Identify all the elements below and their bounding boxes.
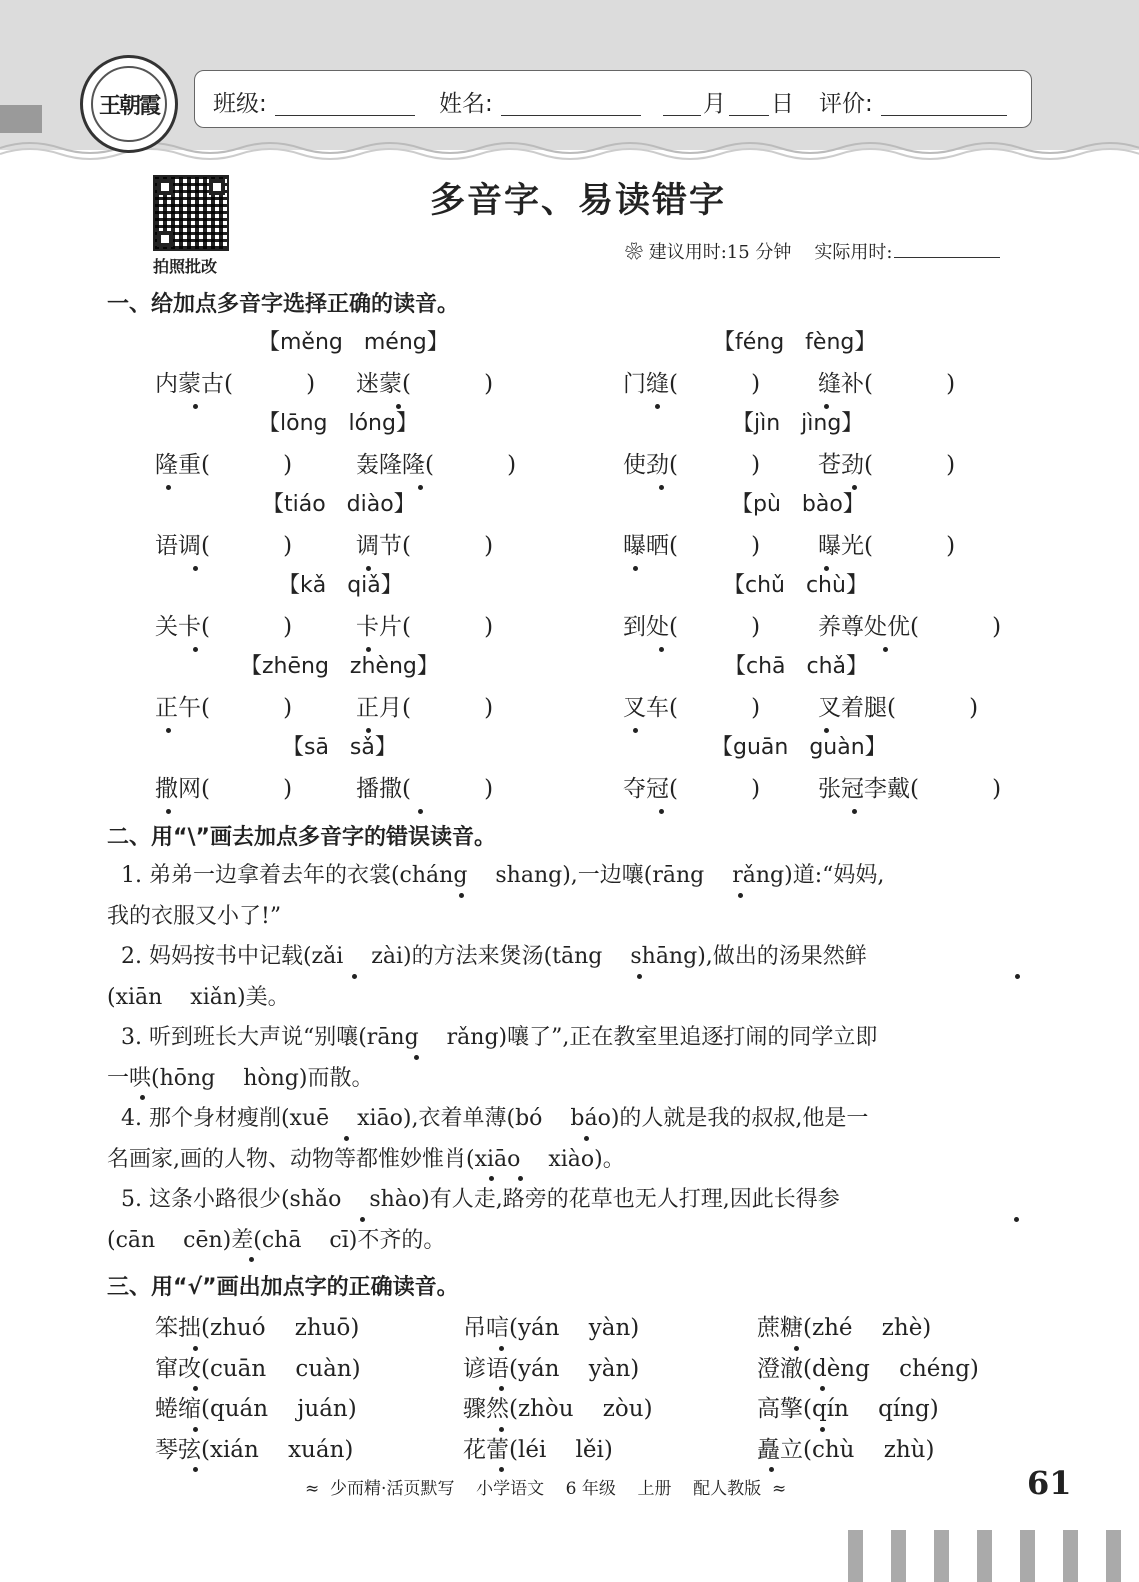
sentence-line[interactable]: (cān cēn)差(chā cī)不齐的。 (107, 1227, 446, 1253)
emphasis-dot (655, 404, 660, 409)
emphasis-dot (193, 1467, 198, 1472)
stripe-decoration (1063, 1530, 1078, 1582)
sentence-line[interactable]: 1. 弟弟一边拿着去年的衣裳(cháng shang),一边嚷(rāng rǎng)道:“妈妈, (107, 863, 885, 888)
word-choice[interactable]: 澄澈(dèng chéng) (757, 1355, 979, 1382)
emphasis-dot (366, 566, 371, 571)
emphasis-dot (140, 1095, 145, 1100)
pinyin-options: 【lōng lóng】 (258, 411, 418, 436)
emphasis-dot (360, 1217, 365, 1222)
suggested-time: 建议用时:15 分钟 (648, 242, 792, 263)
word-blank[interactable]: 关卡( ) (155, 614, 293, 640)
emphasis-dot (659, 485, 664, 490)
header-wave (0, 130, 1139, 170)
name-field[interactable] (501, 115, 641, 116)
emphasis-dot (1014, 1217, 1019, 1222)
word-blank[interactable]: 迷蒙( ) (356, 371, 494, 397)
stripe-decoration (934, 1530, 949, 1582)
pinyin-options: 【měng méng】 (258, 330, 449, 355)
emphasis-dot (193, 404, 198, 409)
emphasis-dot (418, 809, 423, 814)
actual-time-field[interactable] (894, 257, 1000, 258)
grade-label: 评价: (819, 91, 873, 117)
pinyin-options: 【pù bào】 (731, 492, 865, 517)
emphasis-dot (193, 647, 198, 652)
pinyin-options: 【chǔ chù】 (723, 573, 868, 598)
emphasis-dot (396, 404, 401, 409)
word-choice[interactable]: 笨拙(zhuó zhuō) (155, 1315, 360, 1341)
emphasis-dot (794, 1346, 799, 1351)
section3-heading: 三、用“√”画出加点字的正确读音。 (107, 1275, 459, 1300)
stripe-decoration (1106, 1530, 1121, 1582)
stripe-decoration (977, 1530, 992, 1582)
class-field[interactable] (275, 115, 415, 116)
pinyin-options: 【zhēng zhèng】 (240, 654, 439, 679)
word-blank[interactable]: 轰隆隆( ) (356, 452, 517, 478)
emphasis-dot (166, 485, 171, 490)
actual-time-label: 实际用时: (814, 242, 893, 263)
page-number: 61 (1027, 1464, 1072, 1502)
word-choice[interactable]: 高擎(qín qíng) (757, 1396, 939, 1422)
class-label: 班级: (213, 91, 267, 117)
timing-row (625, 238, 1000, 264)
brand-logo (80, 55, 178, 153)
emphasis-dot (193, 1427, 198, 1432)
word-blank[interactable]: 门缝( ) (623, 371, 761, 397)
emphasis-dot (518, 1176, 523, 1181)
emphasis-dot (166, 728, 171, 733)
month-label: 月 (703, 91, 726, 117)
student-info-box (194, 70, 1032, 128)
word-choice[interactable]: 蜷缩(quán juán) (155, 1396, 357, 1422)
word-choice[interactable]: 蔗糖(zhé zhè) (757, 1315, 932, 1341)
emphasis-dot (820, 1427, 825, 1432)
emphasis-dot (499, 1467, 504, 1472)
day-label: 日 (771, 91, 794, 117)
emphasis-dot (418, 485, 423, 490)
stripe-decoration (1020, 1530, 1035, 1582)
word-blank[interactable]: 叉车( ) (623, 695, 761, 721)
emphasis-dot (193, 1346, 198, 1351)
emphasis-dot (193, 566, 198, 571)
pinyin-options: 【tiáo diào】 (262, 492, 416, 517)
sentence-line[interactable]: 一哄(hōng hòng)而散。 (107, 1065, 374, 1091)
word-blank[interactable]: 夺冠( ) (623, 776, 761, 802)
word-choice[interactable]: 窜改(cuān cuàn) (155, 1355, 361, 1382)
emphasis-dot (366, 728, 371, 733)
emphasis-dot (659, 647, 664, 652)
sentence-line[interactable]: 2. 妈妈按书中记载(zǎi zài)的方法来煲汤(tāng shāng),做出的汤果然鲜 (107, 944, 867, 969)
word-blank[interactable]: 调节( ) (356, 533, 494, 559)
pinyin-options: 【chā chǎ】 (724, 654, 869, 679)
emphasis-dot (824, 404, 829, 409)
pinyin-options: 【guān guàn】 (711, 735, 887, 760)
word-blank[interactable]: 内蒙古( ) (155, 371, 316, 397)
emphasis-dot (499, 1346, 504, 1351)
emphasis-dot (852, 485, 857, 490)
word-blank[interactable]: 使劲( ) (623, 452, 761, 478)
stripe-decoration (848, 1530, 863, 1582)
emphasis-dot (820, 1386, 825, 1391)
emphasis-dot (637, 974, 642, 979)
word-choice[interactable]: 琴弦(xián xuán) (155, 1436, 354, 1463)
word-blank[interactable]: 正月( ) (356, 695, 494, 721)
clock-icon: ❀ (625, 242, 643, 263)
day-field[interactable] (729, 115, 769, 116)
emphasis-dot (193, 1386, 198, 1391)
word-choice[interactable]: 矗立(chù zhù) (757, 1436, 935, 1463)
sentence-line[interactable]: (xiān xiǎn)美。 (107, 984, 290, 1010)
month-field[interactable] (663, 115, 701, 116)
emphasis-dot (633, 566, 638, 571)
word-blank[interactable]: 叉着腿( ) (818, 695, 979, 721)
word-blank[interactable]: 曝光( ) (818, 533, 956, 559)
pinyin-options: 【sā sǎ】 (282, 735, 397, 760)
stripe-decoration (891, 1530, 906, 1582)
side-tab (0, 105, 42, 133)
emphasis-dot (738, 893, 743, 898)
footer-text: ≈ 少而精·活页默写 小学语文 6 年级 上册 配人教版 ≈ (305, 1479, 787, 1499)
word-blank[interactable]: 缝补( ) (818, 371, 956, 397)
word-blank[interactable]: 正午( ) (155, 695, 293, 721)
section1-heading: 一、给加点多音字选择正确的读音。 (107, 292, 460, 317)
word-blank[interactable]: 养尊处优( ) (818, 614, 1002, 640)
emphasis-dot (852, 809, 857, 814)
word-blank[interactable]: 隆重( ) (155, 452, 293, 478)
qr-code[interactable] (153, 175, 229, 251)
pinyin-options: 【jìn jìng】 (732, 411, 864, 436)
page-title: 多音字、易读错字 (430, 181, 727, 221)
word-blank[interactable]: 曝晒( ) (623, 533, 761, 559)
emphasis-dot (499, 1386, 504, 1391)
emphasis-dot (249, 1257, 254, 1262)
emphasis-dot (769, 1467, 774, 1472)
grade-field[interactable] (881, 115, 1007, 116)
emphasis-dot (459, 893, 464, 898)
emphasis-dot (584, 1136, 589, 1141)
section2-heading: 二、用“\”画去加点多音字的错误读音。 (107, 825, 496, 850)
emphasis-dot (489, 1176, 494, 1181)
word-choice[interactable]: 花蕾(léi lěi) (463, 1436, 613, 1463)
word-choice[interactable]: 谚语(yán yàn) (463, 1355, 640, 1382)
emphasis-dot (883, 647, 888, 652)
logo-text: 王朝霞 (98, 92, 159, 119)
emphasis-dot (352, 974, 357, 979)
sentence-line[interactable]: 4. 那个身材瘦削(xuē xiāo),衣着单薄(bó báo)的人就是我的叔叔,他是一 (107, 1106, 869, 1131)
word-blank[interactable]: 苍劲( ) (818, 452, 956, 478)
emphasis-dot (499, 1427, 504, 1432)
sentence-line[interactable]: 3. 听到班长大声说“别嚷(rāng rǎng)嚷了”,正在教室里追逐打闹的同学立即 (107, 1025, 878, 1050)
word-blank[interactable]: 卡片( ) (356, 614, 494, 640)
word-blank[interactable]: 语调( ) (155, 533, 293, 559)
emphasis-dot (824, 728, 829, 733)
pinyin-options: 【féng fèng】 (713, 330, 877, 355)
word-choice[interactable]: 吊唁(yán yàn) (463, 1315, 640, 1341)
name-label: 姓名: (439, 91, 493, 117)
pinyin-options: 【kǎ qiǎ】 (278, 573, 403, 598)
sentence-line[interactable]: 5. 这条小路很少(shǎo shào)有人走,路旁的花草也无人打理,因此长得参 (107, 1187, 840, 1212)
emphasis-dot (344, 1136, 349, 1141)
qr-label: 拍照批改 (153, 257, 218, 276)
sentence-line[interactable]: 名画家,画的人物、动物等都惟妙惟肖(xiāo xiào)。 (107, 1146, 625, 1172)
emphasis-dot (166, 809, 171, 814)
emphasis-dot (659, 809, 664, 814)
word-blank[interactable]: 到处( ) (623, 614, 761, 640)
word-choice[interactable]: 骤然(zhòu zòu) (463, 1396, 653, 1422)
sentence-line[interactable]: 我的衣服又小了!” (107, 903, 282, 929)
emphasis-dot (366, 647, 371, 652)
emphasis-dot (824, 566, 829, 571)
word-blank[interactable]: 张冠李戴( ) (818, 776, 1002, 802)
word-blank[interactable]: 播撒( ) (356, 776, 494, 802)
emphasis-dot (633, 728, 638, 733)
emphasis-dot (414, 1055, 419, 1060)
word-blank[interactable]: 撒网( ) (155, 776, 293, 802)
emphasis-dot (1015, 974, 1020, 979)
